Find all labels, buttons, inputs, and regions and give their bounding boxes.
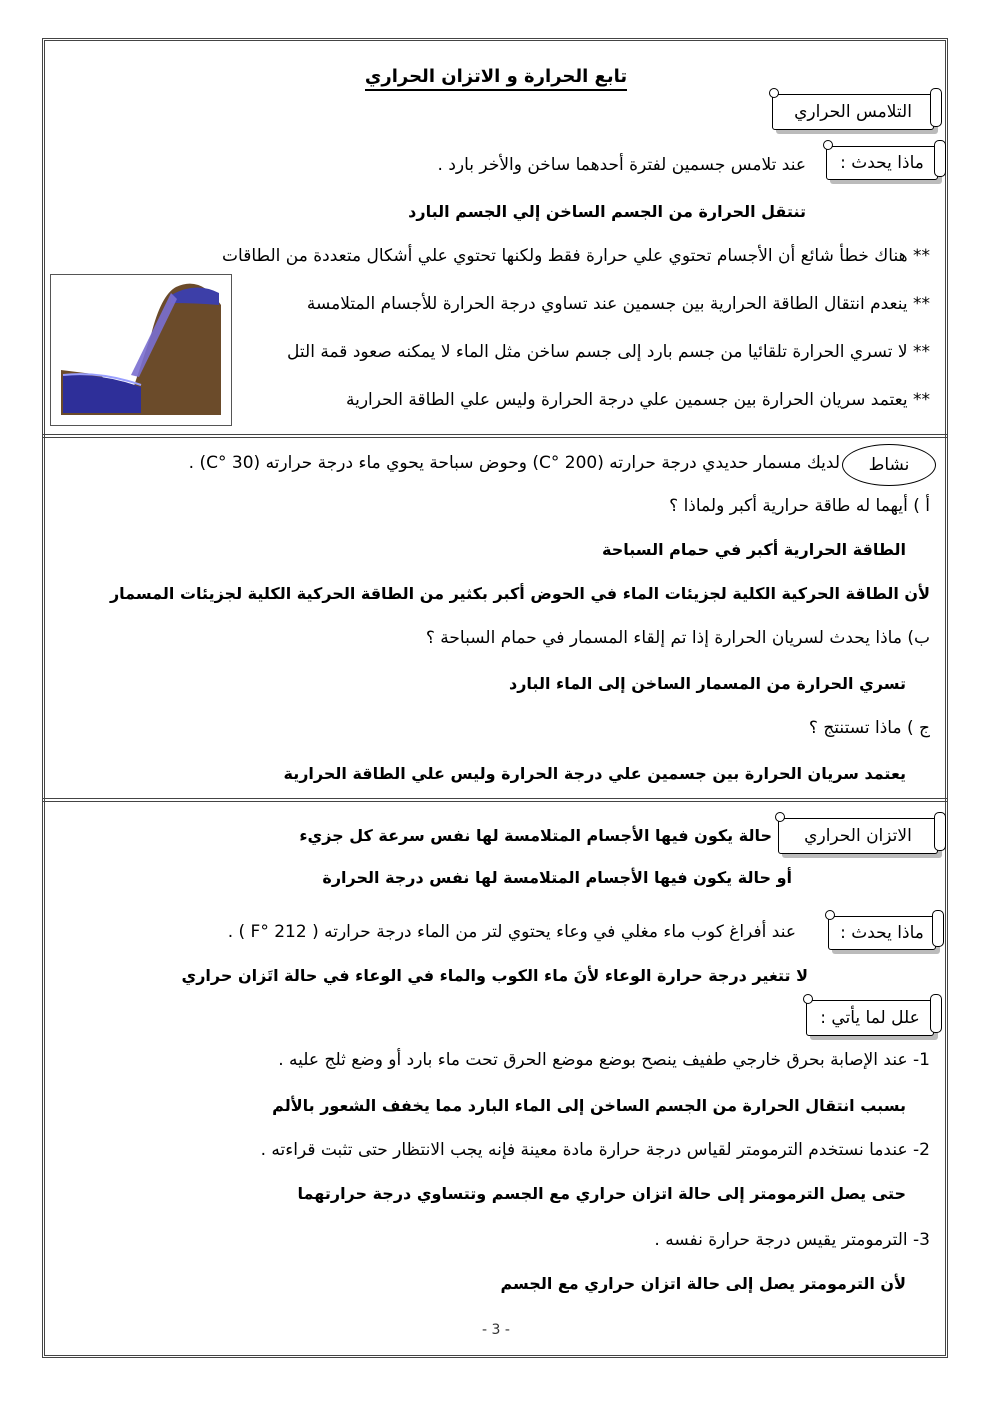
explain-label: علل لما يأتي :: [806, 1000, 934, 1036]
what-happens-answer-2: لا تتغير درجة حرارة الوعاء لأنَ ماء الكوب والماء في الوعاء في حالة اتَزان حراري: [181, 966, 808, 985]
thermal-contact-label: التلامس الحراري: [772, 94, 934, 130]
hill-water-illustration: [50, 274, 232, 426]
explain-answer-1: بسبب انتقال الحرارة من الجسم الساخن إلى الماء البارد مما يخفف الشعور بالألم: [272, 1096, 906, 1115]
page-frame: [42, 38, 948, 1358]
definition-2: أو حالة يكون فيها الأجسام المتلامسة لها نفس درجة الحرارة: [322, 868, 792, 887]
note-3: ** لا تسري الحرارة تلقائيا من جسم بارد إلى جسم ساخن مثل الماء لا يمكنه صعود قمة التل: [287, 342, 930, 362]
answer-a-1: الطاقة الحرارية أكبر في حمام السباحة: [602, 540, 906, 559]
what-happens-text-2: عند أفراغ كوب ماء مغلي في وعاء يحتوي لتر من الماء درجة حرارته ( 212 °F ) .: [227, 922, 796, 942]
question-b: ب) ماذا يحدث لسريان الحرارة إذا تم إلقاء المسمار في حمام السباحة ؟: [425, 628, 930, 648]
note-1: ** هناك خطأ شائع أن الأجسام تحتوي علي حرارة فقط ولكنها تحتوي علي أشكال متعددة من الطاقات: [222, 246, 930, 266]
answer-b: تسري الحرارة من المسمار الساخن إلى الماء البارد: [508, 674, 906, 693]
explain-answer-3: لأن الترمومتر يصل إلى حالة اتزان حراري مع الجسم: [500, 1274, 906, 1293]
activity-intro: لديك مسمار حديدي درجة حرارته (200 °C) وحوض سباحة يحوي ماء درجة حرارته (30 °C) .: [188, 453, 840, 473]
activity-badge: نشاط: [842, 444, 936, 486]
what-happens-label-1: ماذا يحدث :: [826, 146, 938, 180]
section-divider: [42, 798, 948, 802]
answer-a-2: لأن الطاقة الحركية الكلية لجزيئات الماء في الحوض أكبر بكثير من الطاقة الحركية الكلية لجزيئات المسمار: [109, 584, 930, 603]
explain-answer-2: حتى يصل الترمومتر إلى حالة اتزان حراري مع الجسم وتتساوي درجة حرارتهما: [297, 1184, 906, 1203]
answer-1: تنتقل الحرارة من الجسم الساخن إلي الجسم البارد: [408, 202, 806, 221]
page-number: - 3 -: [482, 1322, 510, 1338]
what-happens-label-2: ماذا يحدث :: [828, 916, 936, 950]
definition-1: حالة يكون فيها الأجسام المتلامسة لها نفس سرعة كل جزيء: [299, 826, 772, 845]
explain-question-1: 1- عند الإصابة بحرق خارجي طفيف ينصح بوضع موضع الحرق تحت ماء بارد أو وضع ثلج عليه .: [278, 1050, 930, 1070]
water-cannot-climb-hill-icon: [51, 275, 231, 425]
answer-c: يعتمد سريان الحرارة بين جسمين علي درجة الحرارة وليس علي الطاقة الحرارية: [283, 764, 906, 783]
note-2: ** ينعدم انتقال الطاقة الحرارية بين جسمين عند تساوي درجة الحرارة للأجسام المتلامسة: [306, 294, 930, 314]
page-title: تابع الحرارة و الاتزان الحراري: [0, 66, 992, 87]
thermal-equilibrium-label: الاتزان الحراري: [778, 818, 938, 854]
explain-question-3: 3- الترمومتر يقيس درجة حرارة نفسه .: [654, 1230, 930, 1250]
question-c: ج ) ماذا تستنتج ؟: [808, 718, 930, 738]
explain-question-2: 2- عندما نستخدم الترمومتر لقياس درجة حرارة مادة معينة فإنه يجب الانتظار حتى تثبت قراءته .: [260, 1140, 930, 1160]
section-divider: [42, 434, 948, 438]
question-a: أ ) أيهما له طاقة حرارية أكبر ولماذا ؟: [669, 496, 930, 516]
note-4: ** يعتمد سريان الحرارة بين جسمين علي درجة الحرارة وليس علي الطاقة الحرارية: [345, 390, 930, 410]
what-happens-text-1: عند تلامس جسمين لفترة أحدهما ساخن والأخر بارد .: [437, 155, 806, 175]
